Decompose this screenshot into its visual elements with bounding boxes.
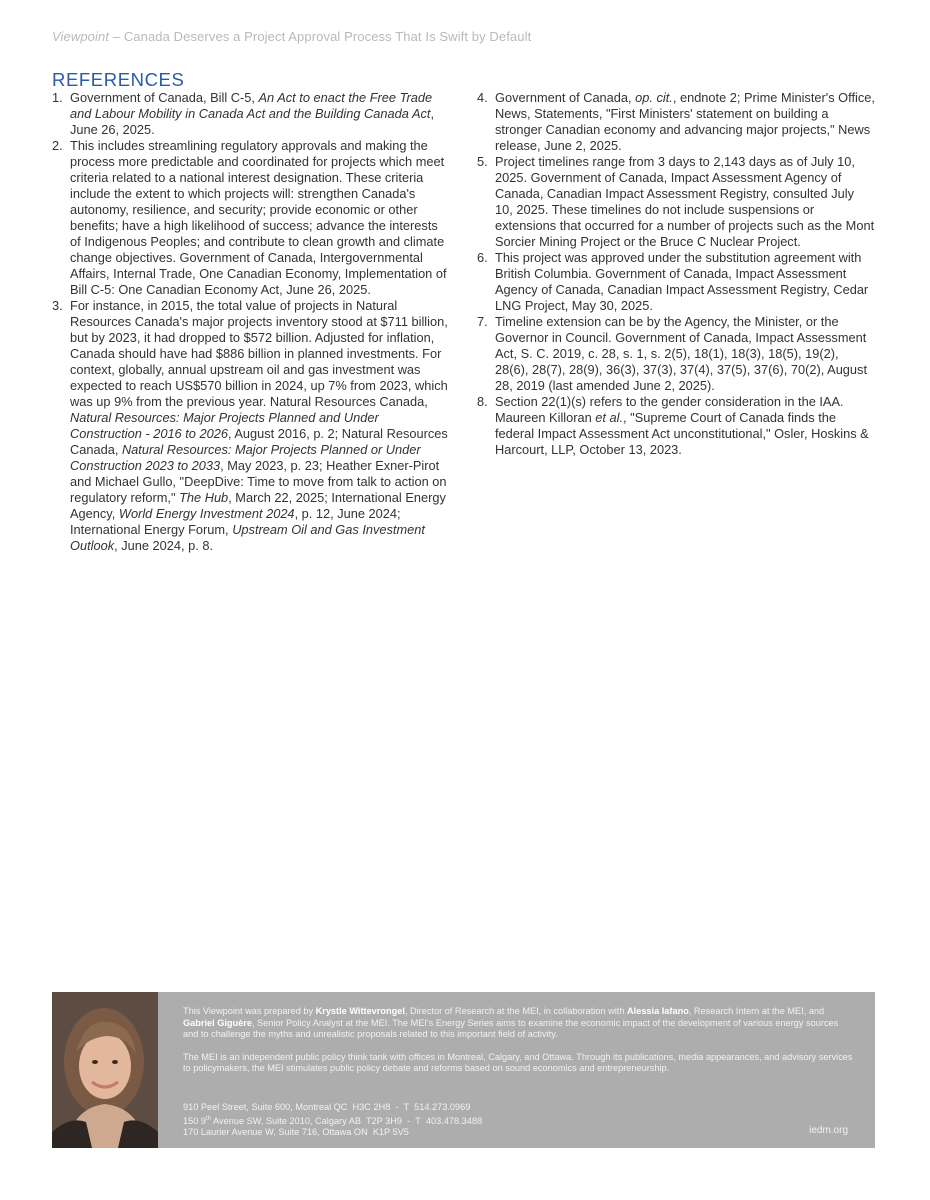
reference-item: [52, 90, 448, 138]
reference-text: This includes streamlining regulatory approvals and making the process more predictable and coordinated for projects which meet criteria related to a national interest designation. These criteria include the extent to which projects will: strengthen Canada's autonomy, resilience, and security; provide economic or other benefits; have a high likelihood of success; advance the interests of Indigenous Peoples; and contribute to clean growth and climate change objectives. Government of Canada, Intergovernmental Affairs, Internal Trade, One Canadian Economy, Implementation of Bill C-5: One Canadian Economy Act, June 26, 2025.: [70, 138, 447, 297]
author-photo: [52, 992, 158, 1148]
references-list-left: [52, 90, 448, 554]
reference-item: [477, 154, 875, 250]
references-list-right: [477, 90, 875, 458]
footer-panel: [52, 992, 875, 1148]
reference-number: 3.: [52, 298, 63, 313]
document-title: Canada Deserves a Project Approval Process That Is Swift by Default: [123, 29, 532, 44]
reference-text: Timeline extension can be by the Agency, the Minister, or the Governor in Council. Government of Canada, Impact Assessment Act, S. C. 2019, c. 28, s. 1, s. 2(5), 18(1), 18(3), 18(5), 19(2), 28(6), 28(7), 28(9), 36(3), 37(3), 37(4), 37(5), 37(6), 70(2), August 28, 2019 (last amended June 2, 2025).: [495, 314, 867, 393]
reference-number: 4.: [477, 90, 488, 105]
reference-text: Section 22(1)(s) refers to the gender consideration in the IAA. Maureen Killoran et al., "Supreme Court of Canada finds the federal Impact Assessment Act unconstitutional," Osler, Hoskins & Harcourt, LLP, October 13, 2023.: [495, 394, 869, 457]
reference-number: 8.: [477, 394, 488, 409]
reference-text: For instance, in 2015, the total value of projects in Natural Resources Canada's major projects inventory stood at $711 billion, but by 2023, it had dropped to $572 billion. Adjusted for inflation, Canada should have had $886 billion in planned investments. For context, globally, annual upstream oil and gas investment was expected to reach US$570 billion in 2024, up 7% from 2023, which was up 9% from the previous year. Natural Resources Canada, Natural Resources: Major Projects Planned and Under Construction - 2016 to 2026, August 2016, p. 2; Natural Resources Canada, Natural Resources: Major Projects Planned or Under Construction 2023 to 2033, May 2023, p. 23; Heather Exner-Pirot and Michael Gullo, "DeepDive: Time to move from talk to action on regulatory reform," The Hub, March 22, 2025; International Energy Agency, World Energy Investment 2024, p. 12, June 2024; International Energy Forum, Upstream Oil and Gas Investment Outlook, June 2024, p. 8.: [70, 298, 448, 553]
website-link[interactable]: iedm.org: [809, 1125, 848, 1136]
reference-number: 1.: [52, 90, 63, 105]
reference-text: Government of Canada, Bill C-5, An Act to enact the Free Trade and Labour Mobility in Canada Act and the Building Canada Act, June 26, 2025.: [70, 90, 435, 137]
reference-item: [477, 250, 875, 314]
reference-number: 6.: [477, 250, 488, 265]
about-mei: The MEI is an independent public policy think tank with offices in Montreal, Calgary, and Ottawa. Through its publications, media appearances, and advisory services to policymakers, the MEI stimulates public policy debate and reforms based on sound economics and entrepreneurship.: [183, 1051, 853, 1074]
reference-number: 2.: [52, 138, 63, 153]
address-line: 910 Peel Street, Suite 600, Montreal QC H3C 2H8 - T 514.273.0969: [183, 1102, 471, 1112]
reference-number: 7.: [477, 314, 488, 329]
reference-number: 5.: [477, 154, 488, 169]
references-heading: REFERENCES: [52, 69, 185, 90]
reference-text: This project was approved under the substitution agreement with British Columbia. Government of Canada, Impact Assessment Agency of Canada, Canadian Impact Assessment Registry, Cedar LNG Project, May 30, 2025.: [495, 250, 869, 313]
running-header: [52, 29, 531, 44]
reference-item: [52, 298, 448, 554]
reference-text: Government of Canada, op. cit., endnote 2; Prime Minister's Office, News, Statements, "First Ministers' statement on building a stronger Canadian economy and advancing major projects," News release, June 2, 2025.: [495, 90, 875, 153]
reference-text: Project timelines range from 3 days to 2,143 days as of July 10, 2025. Government of Canada, Impact Assessment Agency of Canada, Canadian Impact Assessment Registry, consulted July 10, 2025. These timelines do not include suspensions or extensions that occurred for a number of projects such as the Mont Sorcier Mining Project or the Bruce C Nuclear Project.: [495, 154, 875, 249]
header-separator: –: [109, 29, 124, 44]
series-name: Viewpoint: [52, 29, 110, 44]
reference-item: [477, 314, 875, 394]
address-line: 150 9th Avenue SW, Suite 2010, Calgary AB T2P 3H9 - T 403.478.3488: [183, 1115, 483, 1126]
office-addresses: [183, 1102, 482, 1139]
reference-item: [52, 138, 448, 298]
footer-text: [183, 1006, 855, 1086]
authors-credit: This Viewpoint was prepared by Krystle Wittevrongel, Director of Research at the MEI, in collaboration with Alessia Iafano, Research Intern at the MEI, and Gabriel Giguère, Senior Policy Analyst at the MEI. The MEI's Energy Series aims to examine the economic impact of the development of various energy sources and to challenge the myths and unrealistic proposals related to this important field of activity.: [183, 1006, 839, 1040]
reference-item: [477, 394, 875, 458]
address-line: 170 Laurier Avenue W, Suite 716, Ottawa ON K1P 5V5: [183, 1127, 409, 1138]
reference-item: [477, 90, 875, 154]
